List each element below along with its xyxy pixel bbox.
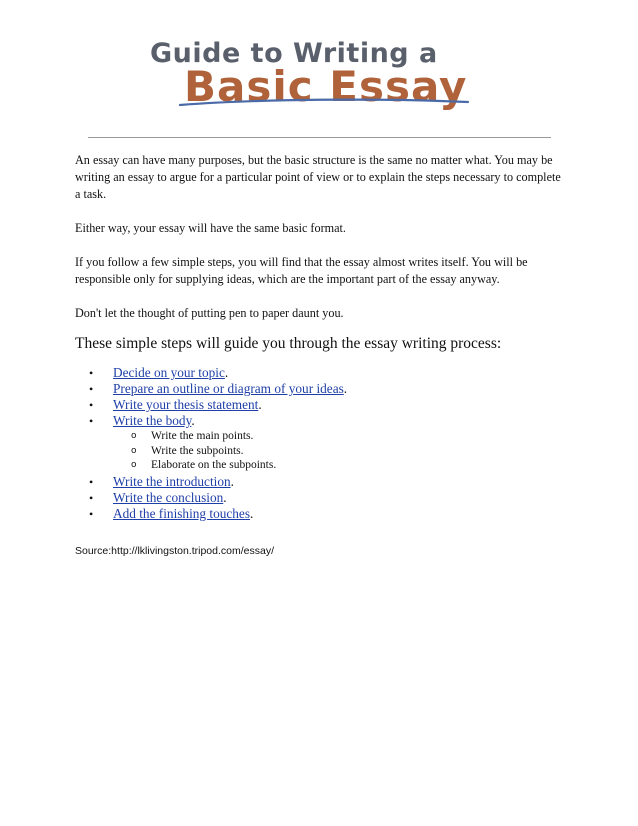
- bullet-icon: •: [89, 506, 94, 521]
- step-link-body[interactable]: Write the body: [113, 413, 192, 428]
- bullet-icon: •: [89, 366, 94, 380]
- list-item: [75, 381, 565, 397]
- step-suffix: .: [191, 413, 195, 428]
- list-item: [113, 444, 565, 459]
- substep-text: Write the main points.: [151, 430, 254, 442]
- bullet-icon: •: [89, 398, 94, 412]
- document-body: [75, 152, 565, 522]
- sub-bullet-icon: o: [131, 431, 137, 441]
- bullet-icon: •: [89, 490, 94, 505]
- paragraph-1: An essay can have many purposes, but the basic structure is the same no matter what. You may be writing an essay to argue for a particular point of view or to explain the steps necessary to complete a task.: [75, 153, 561, 201]
- bullet-icon: •: [89, 474, 94, 489]
- paragraph-3: If you follow a few simple steps, you will find that the essay almost writes itself. You will be responsible only for supplying ideas, which are the important part of the essay anyway.: [75, 255, 528, 286]
- steps-heading: These simple steps will guide you through the essay writing process:: [75, 335, 502, 352]
- bullet-icon: •: [89, 414, 94, 428]
- logo-line-1: Guide to Writing a: [150, 38, 438, 69]
- step-suffix: .: [224, 365, 229, 380]
- substep-text: Write the subpoints.: [151, 444, 244, 457]
- step-suffix: .: [343, 381, 348, 396]
- list-item: [75, 506, 565, 522]
- logo-line-2: Basic Essay: [184, 62, 468, 111]
- paragraph-2: Either way, your essay will have the same basic format.: [75, 221, 346, 235]
- list-item: [113, 429, 565, 444]
- step-link-topic[interactable]: Decide on your topic: [113, 365, 225, 380]
- horizontal-rule: [88, 137, 551, 138]
- bullet-icon: •: [89, 382, 94, 396]
- list-item: [75, 413, 565, 473]
- step-link-conclusion[interactable]: Write the conclusion: [113, 489, 224, 505]
- list-item: [113, 458, 565, 473]
- list-item: [75, 490, 565, 506]
- step-suffix: .: [258, 397, 262, 412]
- substep-text: Elaborate on the subpoints.: [151, 459, 277, 471]
- step-suffix: .: [250, 505, 254, 521]
- source-citation: Source:http://lklivingston.tripod.com/essay/: [75, 545, 275, 557]
- sub-bullet-icon: o: [131, 445, 137, 456]
- step-link-thesis[interactable]: Write your thesis statement: [113, 397, 259, 412]
- sub-bullet-icon: o: [131, 460, 137, 470]
- list-item: [75, 474, 565, 490]
- step-suffix: .: [223, 489, 227, 505]
- list-item: [75, 365, 565, 381]
- step-suffix: .: [230, 473, 234, 489]
- step-link-introduction[interactable]: Write the introduction: [113, 473, 231, 489]
- steps-list: [75, 365, 565, 522]
- paragraph-4: Don't let the thought of putting pen to paper daunt you.: [75, 306, 344, 320]
- step-link-finishing[interactable]: Add the finishing touches: [113, 505, 251, 521]
- substeps-list: [113, 429, 565, 473]
- list-item: [75, 397, 565, 413]
- step-link-outline[interactable]: Prepare an outline or diagram of your ideas: [113, 381, 344, 396]
- title-logo: [148, 38, 478, 111]
- logo-swoosh-underline: [178, 96, 470, 108]
